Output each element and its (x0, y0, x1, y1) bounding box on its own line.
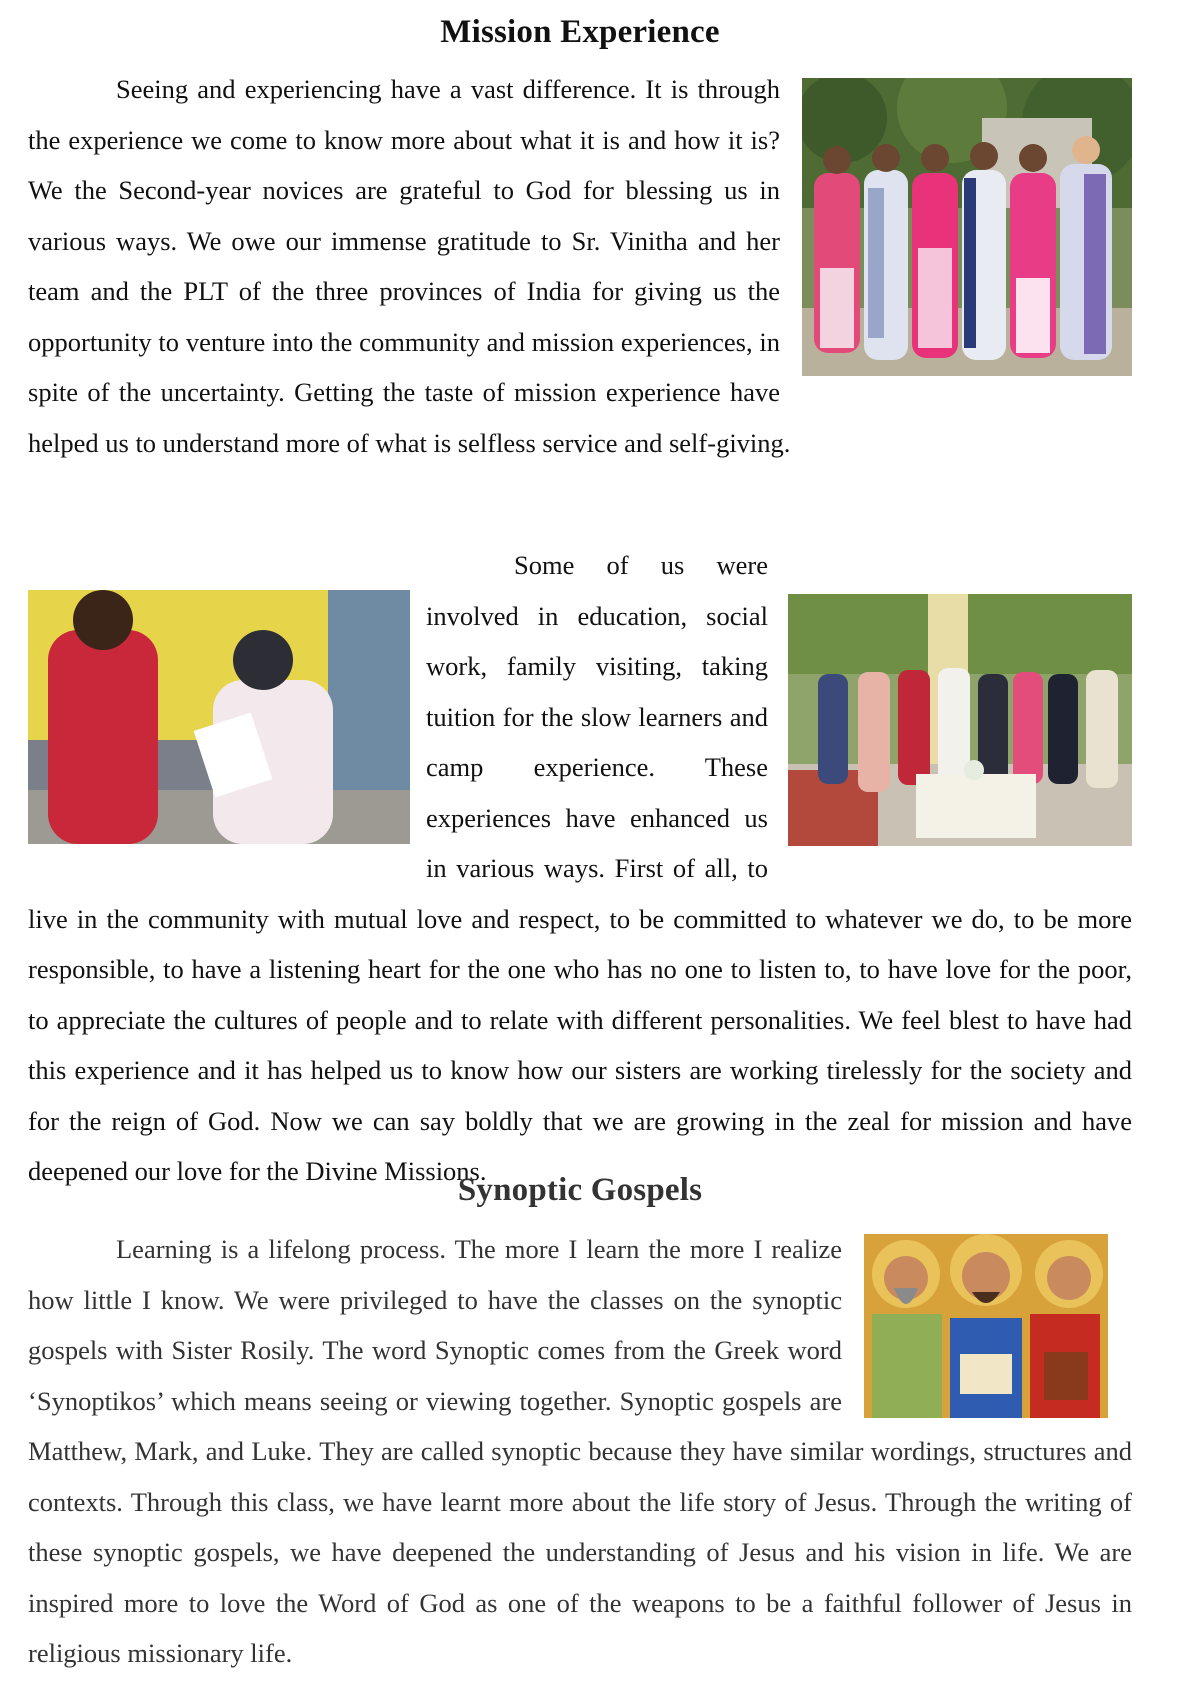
mission-experience-section (28, 64, 1132, 468)
synoptic-gospels-paragraph: Learning is a lifelong process. The more I learn the more I realize how little I know. We were privileged to have the classes on the synoptic gospels with Sister Rosily. The word Synoptic comes from the Greek word ‘Synoptikos’ which means seeing or viewing together. Synoptic gospels are Matthew, Mark, and Luke. They are called synoptic because they have similar wordings, structures and contexts. Through this class, we have learnt more about the life story of Jesus. Through the writing of these synoptic gospels, we have deepened the understanding of Jesus and his vision in life. We are inspired more to love the Word of God as one of the weapons to be a faithful follower of Jesus in religious missionary life. (28, 1234, 1132, 1668)
synoptic-gospels-section (28, 1224, 1132, 1679)
icon-painting-evangelists (864, 1234, 1108, 1418)
document-page (28, 0, 1132, 1668)
photo-tuition-child (28, 590, 410, 844)
section-title-mission-experience: Mission Experience (440, 14, 720, 50)
section-title-synoptic-gospels: Synoptic Gospels (457, 1172, 703, 1208)
mission-activities-paragraph: Some of us were involved in education, social work, family visiting, taking tuition for the slow learners and camp experience. These experiences have enhanced us in various ways. First of all, to live in the community with mutual love and respect, to be committed to whatever we do, to be more responsible, to have a listening heart for the one who has no one to listen to, to have love for the poor, to appreciate the cultures of people and to relate with different personalities. We feel blest to have had this experience and it has helped us to know how our sisters are working tirelessly for the society and for the reign of God. Now we can say boldly that we are growing in the zeal for mission and have deepened our love for the Divine Missions. (28, 550, 1132, 1186)
photo-community-gathering (788, 594, 1132, 846)
photo-novices-group (802, 78, 1132, 376)
mission-activities-section (28, 540, 1132, 1197)
mission-experience-paragraph: Seeing and experiencing have a vast difference. It is through the experience we come to know more about what it is and how it is? We the Second-year novices are grateful to God for blessing us in various ways. We owe our immense gratitude to Sr. Vinitha and her team and the PLT of the three provinces of India for giving us the opportunity to venture into the community and mission experiences, in spite of the uncertainty. Getting the taste of mission experience have helped us to understand more of what is selfless service and self-giving. (28, 74, 791, 458)
